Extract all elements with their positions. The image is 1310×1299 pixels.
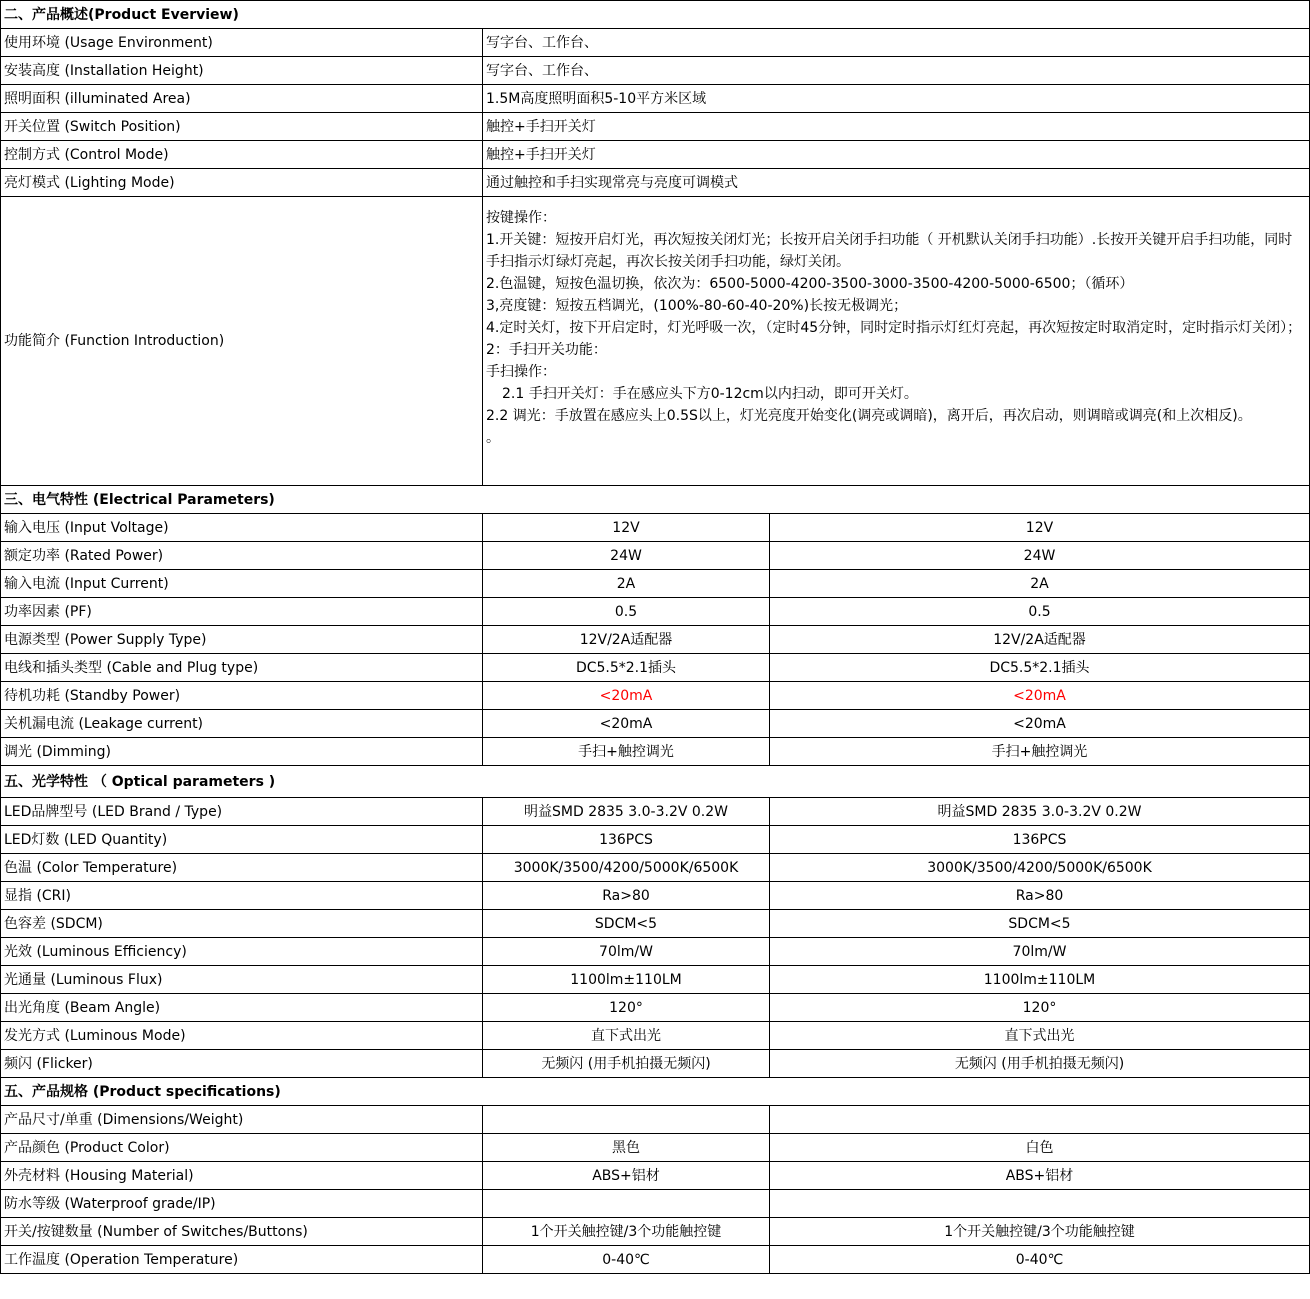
row-label: 电线和插头类型 (Cable and Plug type)	[1, 654, 483, 682]
row-value-2: 3000K/3500/4200/5000K/6500K	[770, 854, 1310, 882]
row-value-2: 白色	[770, 1134, 1310, 1162]
table-row	[1, 1162, 1310, 1190]
table-row	[1, 169, 1310, 197]
section-title-optical: 五、光学特性 （ Optical parameters )	[1, 766, 770, 798]
row-label: 调光 (Dimming)	[1, 738, 483, 766]
function-line: 2.色温键，短按色温切换，依次为：6500-5000-4200-3500-3000-3500-4200-5000-6500；（循环）	[486, 276, 1134, 292]
table-row	[1, 854, 1310, 882]
row-value-2: Ra>80	[770, 882, 1310, 910]
row-value-1: 1100lm±110LM	[483, 966, 770, 994]
row-value-2: 120°	[770, 994, 1310, 1022]
row-value-2: ABS+铝材	[770, 1162, 1310, 1190]
row-label: 出光角度 (Beam Angle)	[1, 994, 483, 1022]
section-blank	[770, 486, 1310, 514]
table-row	[1, 654, 1310, 682]
table-row	[1, 710, 1310, 738]
table-row	[1, 1190, 1310, 1218]
row-value-2: 12V/2A适配器	[770, 626, 1310, 654]
table-row	[1, 1246, 1310, 1274]
section-optical-row	[1, 766, 1310, 798]
row-label: 关机漏电流 (Leakage current)	[1, 710, 483, 738]
row-value-2	[770, 1106, 1310, 1134]
row-label: LED灯数 (LED Quantity)	[1, 826, 483, 854]
row-label: 电源类型 (Power Supply Type)	[1, 626, 483, 654]
row-label: 防水等级 (Waterproof grade/IP)	[1, 1190, 483, 1218]
function-line: 。	[486, 430, 500, 446]
row-value: 触控+手扫开关灯	[483, 113, 1310, 141]
function-line: 1.开关键：短按开启灯光，再次短按关闭灯光；长按开启关闭手扫功能（ 开机默认关闭手扫功能）.长按开关键开启手扫功能，同时手扫指示灯绿灯亮起，再次长按关闭手扫功能，绿灯关闭。	[486, 232, 1293, 270]
table-row	[1, 626, 1310, 654]
table-row	[1, 994, 1310, 1022]
row-value: 1.5M高度照明面积5-10平方米区域	[483, 85, 1310, 113]
row-value-1: 2A	[483, 570, 770, 598]
row-value-1: 12V/2A适配器	[483, 626, 770, 654]
row-label: 频闪 (Flicker)	[1, 1050, 483, 1078]
row-value-1: Ra>80	[483, 882, 770, 910]
row-value-2: 手扫+触控调光	[770, 738, 1310, 766]
function-row	[1, 197, 1310, 486]
row-value-1: 直下式出光	[483, 1022, 770, 1050]
table-row	[1, 966, 1310, 994]
table-row	[1, 1218, 1310, 1246]
row-label: 功率因素 (PF)	[1, 598, 483, 626]
section-overview-row	[1, 1, 1310, 29]
function-line: 2.1 手扫开关灯：手在感应头下方0-12cm以内扫动，即可开关灯。	[502, 386, 918, 402]
row-value-1: <20mA	[483, 710, 770, 738]
row-value-1: SDCM<5	[483, 910, 770, 938]
row-value-2: 直下式出光	[770, 1022, 1310, 1050]
row-label: 开关/按键数量 (Number of Switches/Buttons)	[1, 1218, 483, 1246]
row-value-1: 136PCS	[483, 826, 770, 854]
row-value-1: 明益SMD 2835 3.0-3.2V 0.2W	[483, 798, 770, 826]
row-label: 开关位置 (Switch Position)	[1, 113, 483, 141]
row-value: 写字台、工作台、	[483, 29, 1310, 57]
table-row	[1, 1134, 1310, 1162]
row-value-1: 1个开关触控键/3个功能触控键	[483, 1218, 770, 1246]
row-label: 产品颜色 (Product Color)	[1, 1134, 483, 1162]
row-value-1: 120°	[483, 994, 770, 1022]
function-line: 2.2 调光：手放置在感应头上0.5S以上，灯光亮度开始变化(调亮或调暗)，离开后，再次启动，则调暗或调亮(和上次相反)。	[486, 408, 1252, 424]
row-value-1: 0-40℃	[483, 1246, 770, 1274]
table-row	[1, 598, 1310, 626]
row-value-2: DC5.5*2.1插头	[770, 654, 1310, 682]
table-row	[1, 1106, 1310, 1134]
row-value-1	[483, 1106, 770, 1134]
row-value-1: 无频闪 (用手机拍摄无频闪)	[483, 1050, 770, 1078]
row-value-1: 24W	[483, 542, 770, 570]
row-value: 触控+手扫开关灯	[483, 141, 1310, 169]
table-row	[1, 1050, 1310, 1078]
row-value-2: 0.5	[770, 598, 1310, 626]
row-label: 色温 (Color Temperature)	[1, 854, 483, 882]
row-value-2: 1个开关触控键/3个功能触控键	[770, 1218, 1310, 1246]
function-line: 4.定时关灯，按下开启定时，灯光呼吸一次，（定时45分钟，同时定时指示灯红灯亮起，再次短按定时取消定时，定时指示灯关闭）；	[486, 320, 1302, 336]
row-value-1: 12V	[483, 514, 770, 542]
row-value-2: <20mA	[770, 682, 1310, 710]
table-row	[1, 85, 1310, 113]
table-row	[1, 798, 1310, 826]
row-label: 额定功率 (Rated Power)	[1, 542, 483, 570]
table-row	[1, 29, 1310, 57]
table-row	[1, 682, 1310, 710]
row-label: 工作温度 (Operation Temperature)	[1, 1246, 483, 1274]
row-label: 光通量 (Luminous Flux)	[1, 966, 483, 994]
row-label: LED品牌型号 (LED Brand / Type)	[1, 798, 483, 826]
row-value: 写字台、工作台、	[483, 57, 1310, 85]
table-row	[1, 826, 1310, 854]
function-line: 2：手扫开关功能：	[486, 342, 607, 358]
table-row	[1, 570, 1310, 598]
function-line: 手扫操作：	[486, 364, 556, 380]
function-line: 3,亮度键：短按五档调光，(100%-80-60-40-20%)长按无极调光；	[486, 298, 908, 314]
row-value-2: 12V	[770, 514, 1310, 542]
row-label: 待机功耗 (Standby Power)	[1, 682, 483, 710]
row-value-2: <20mA	[770, 710, 1310, 738]
table-row	[1, 514, 1310, 542]
row-value-2: SDCM<5	[770, 910, 1310, 938]
row-value-2: 0-40℃	[770, 1246, 1310, 1274]
table-row	[1, 1022, 1310, 1050]
row-value-2: 24W	[770, 542, 1310, 570]
row-value-2	[770, 1190, 1310, 1218]
row-label: 外壳材料 (Housing Material)	[1, 1162, 483, 1190]
row-value-1: ABS+铝材	[483, 1162, 770, 1190]
row-value-1	[483, 1190, 770, 1218]
row-label: 色容差 (SDCM)	[1, 910, 483, 938]
row-value-1: <20mA	[483, 682, 770, 710]
function-line: 按键操作：	[486, 210, 556, 226]
table-row	[1, 113, 1310, 141]
table-row	[1, 882, 1310, 910]
row-value-1: 70lm/W	[483, 938, 770, 966]
row-value-1: 0.5	[483, 598, 770, 626]
row-label: 显指 (CRI)	[1, 882, 483, 910]
row-label: 输入电压 (Input Voltage)	[1, 514, 483, 542]
table-row	[1, 57, 1310, 85]
row-label: 输入电流 (Input Current)	[1, 570, 483, 598]
row-value-2: 明益SMD 2835 3.0-3.2V 0.2W	[770, 798, 1310, 826]
row-label: 光效 (Luminous Efficiency)	[1, 938, 483, 966]
row-label: 产品尺寸/单重 (Dimensions/Weight)	[1, 1106, 483, 1134]
table-row	[1, 910, 1310, 938]
row-value-2: 136PCS	[770, 826, 1310, 854]
row-value-2: 无频闪 (用手机拍摄无频闪)	[770, 1050, 1310, 1078]
row-label: 照明面积 (illuminated Area)	[1, 85, 483, 113]
row-value-1: 黑色	[483, 1134, 770, 1162]
row-value-1: 手扫+触控调光	[483, 738, 770, 766]
function-description	[483, 197, 1310, 486]
row-label: 控制方式 (Control Mode)	[1, 141, 483, 169]
section-blank	[770, 1, 1310, 29]
section-specs-row	[1, 1078, 1310, 1106]
section-blank	[770, 766, 1310, 798]
table-row	[1, 542, 1310, 570]
table-row	[1, 738, 1310, 766]
row-label: 亮灯模式 (Lighting Mode)	[1, 169, 483, 197]
row-value-1: DC5.5*2.1插头	[483, 654, 770, 682]
table-row	[1, 938, 1310, 966]
row-value-2: 2A	[770, 570, 1310, 598]
row-value-1: 3000K/3500/4200/5000K/6500K	[483, 854, 770, 882]
section-blank	[770, 1078, 1310, 1106]
section-title-electrical: 三、电气特性 (Electrical Parameters)	[1, 486, 770, 514]
function-label: 功能简介 (Function Introduction)	[1, 197, 483, 486]
row-label: 发光方式 (Luminous Mode)	[1, 1022, 483, 1050]
section-electrical-row	[1, 486, 1310, 514]
row-value: 通过触控和手扫实现常亮与亮度可调模式	[483, 169, 1310, 197]
table-row	[1, 141, 1310, 169]
section-title-overview: 二、产品概述(Product Everview)	[1, 1, 770, 29]
section-title-specs: 五、产品规格 (Product specifications)	[1, 1078, 770, 1106]
row-label: 使用环境 (Usage Environment)	[1, 29, 483, 57]
row-value-2: 70lm/W	[770, 938, 1310, 966]
row-value-2: 1100lm±110LM	[770, 966, 1310, 994]
row-label: 安装高度 (Installation Height)	[1, 57, 483, 85]
